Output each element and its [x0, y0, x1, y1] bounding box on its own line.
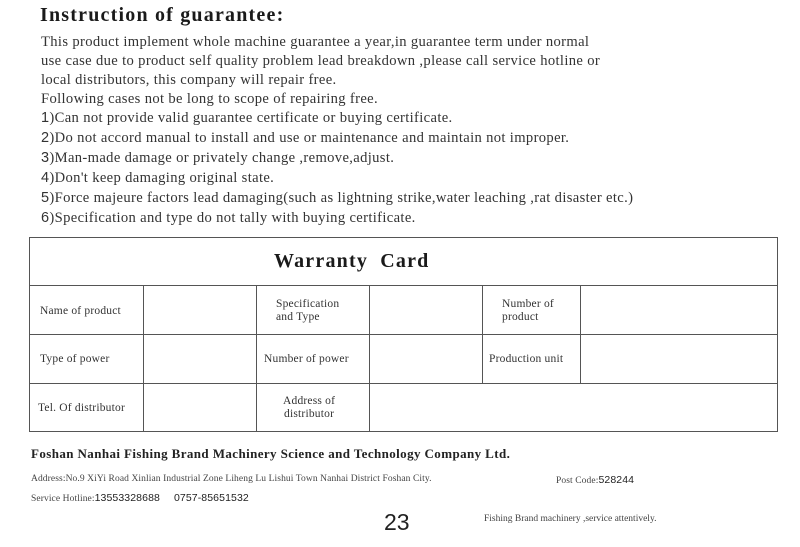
hotline-number: 13553328688 — [94, 492, 160, 504]
label-line: distributor — [284, 408, 335, 420]
label-tel-of-distributor: Tel. Of distributor — [38, 402, 125, 414]
case-text: )Force majeure factors lead damaging(such as lightning strike,water leaching ,rat disaster etc.) — [49, 190, 634, 206]
company-address: Address:No.9 XiYi Road Xinlian Industrial Zone Liheng Lu Lishui Town Nanhai District Foshan City. — [31, 474, 432, 484]
case-item — [41, 149, 394, 168]
case-item — [41, 109, 453, 128]
case-item — [41, 189, 633, 208]
paragraph-line: Following cases not be long to scope of repairing free. — [41, 91, 378, 107]
label-line: Number of — [502, 298, 554, 310]
case-text: )Man-made damage or privately change ,remove,adjust. — [49, 150, 395, 166]
table-divider — [29, 334, 778, 335]
service-hotline — [31, 492, 249, 504]
post-code-value: 528244 — [598, 474, 635, 486]
case-number: 2 — [41, 130, 50, 146]
label-address-of-distributor — [283, 395, 335, 421]
label-line: Specification — [276, 298, 340, 310]
hotline-number: 0757-85651532 — [173, 492, 249, 504]
slogan: Fishing Brand machinery ,service attentively. — [484, 514, 657, 524]
post-code — [556, 474, 634, 486]
table-divider — [256, 285, 257, 432]
warranty-card-title: Warranty Card — [274, 250, 430, 272]
case-text: )Do not accord manual to install and use or maintenance and maintain not improper. — [49, 130, 570, 146]
field-number-of-power[interactable] — [371, 336, 481, 382]
label-line: Address of — [283, 395, 336, 407]
label-line: and Type — [276, 311, 320, 323]
instruction-title: Instruction of guarantee: — [40, 4, 285, 26]
table-divider — [29, 383, 778, 384]
table-divider — [482, 285, 483, 384]
paragraph-line: This product implement whole machine guarantee a year,in guarantee term under normal — [41, 34, 590, 50]
field-type-of-power[interactable] — [145, 336, 255, 382]
case-number: 3 — [41, 150, 50, 166]
field-name-of-product[interactable] — [145, 287, 255, 333]
case-text: )Specification and type do not tally with buying certificate. — [49, 210, 416, 226]
table-divider — [143, 285, 144, 432]
case-number: 1 — [41, 110, 50, 126]
company-name: Foshan Nanhai Fishing Brand Machinery Science and Technology Company Ltd. — [31, 446, 511, 461]
label-number-of-product — [502, 298, 554, 324]
case-item — [41, 129, 569, 148]
label-name-of-product: Name of product — [40, 305, 121, 317]
field-number-of-product[interactable] — [582, 287, 777, 333]
field-tel-of-distributor[interactable] — [145, 385, 255, 431]
label-production-unit: Production unit — [489, 353, 564, 365]
hotline-label: Service Hotline: — [31, 494, 95, 504]
table-divider — [580, 285, 581, 384]
table-divider — [29, 285, 778, 286]
post-code-label: Post Code: — [556, 476, 599, 486]
case-number: 4 — [41, 170, 50, 186]
case-number: 5 — [41, 190, 50, 206]
table-divider — [369, 285, 370, 432]
label-specification-and-type — [276, 298, 339, 324]
case-number: 6 — [41, 210, 50, 226]
case-item — [41, 169, 274, 188]
field-address-of-distributor[interactable] — [371, 385, 777, 431]
case-text: )Can not provide valid guarantee certificate or buying certificate. — [49, 110, 453, 126]
label-type-of-power: Type of power — [40, 353, 110, 365]
page-number: 23 — [384, 509, 410, 535]
field-specification-and-type[interactable] — [371, 287, 481, 333]
case-text: )Don't keep damaging original state. — [49, 170, 275, 186]
case-item — [41, 209, 416, 228]
paragraph-line: local distributors, this company will repair free. — [41, 72, 337, 88]
label-number-of-power: Number of power — [264, 353, 349, 365]
label-line: product — [502, 311, 539, 323]
paragraph-line: use case due to product self quality problem lead breakdown ,please call service hotline or — [41, 53, 601, 69]
field-production-unit[interactable] — [582, 336, 777, 382]
